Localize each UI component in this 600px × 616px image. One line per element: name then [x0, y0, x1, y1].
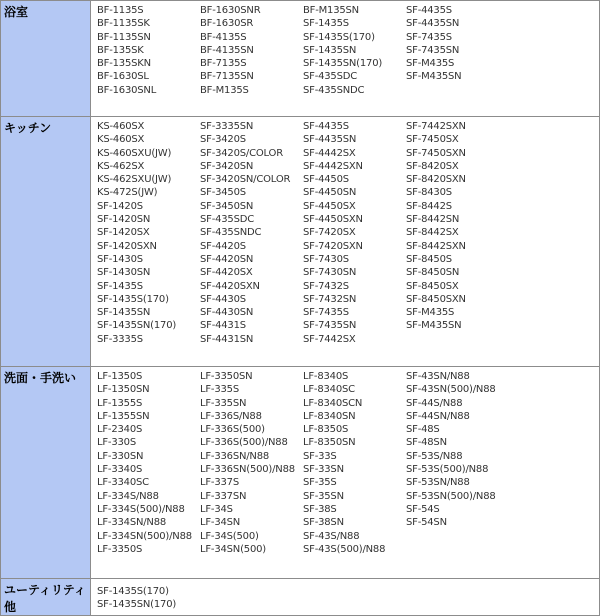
model-column: [406, 370, 509, 556]
model-number: SF-7432S: [303, 280, 349, 292]
model-number: SF-7450SX: [406, 134, 459, 146]
model-number: LF-8340SN: [303, 410, 356, 422]
model-cell: [91, 117, 600, 367]
model-number: SF-7442SX: [303, 333, 356, 345]
model-number: SF-53S(500)/N88: [406, 464, 489, 476]
model-number: LF-1355SN: [97, 410, 150, 422]
model-number: SF-1420SXN: [97, 240, 157, 252]
model-number: SF-3450SN: [200, 200, 254, 212]
model-number: LF-337S: [200, 477, 239, 489]
model-columns: [97, 120, 599, 346]
model-number: SF-8442SX: [406, 227, 459, 239]
model-column: [303, 370, 406, 556]
model-number: LF-34S(500): [200, 530, 259, 542]
model-column: [97, 370, 200, 556]
model-number: SF-7420SX: [303, 227, 356, 239]
model-number: SF-4435SN: [303, 134, 357, 146]
model-number: LF-8340S: [303, 371, 349, 382]
model-number: SF-3450S: [200, 187, 246, 199]
model-number: SF-3420SN/COLOR: [200, 174, 291, 186]
model-number: SF-4450SX: [303, 200, 356, 212]
model-number: SF-4442SX: [303, 147, 356, 159]
model-number: SF-1420S: [97, 200, 143, 212]
model-number: SF-4430S: [200, 293, 246, 305]
model-number: LF-3340SC: [97, 477, 149, 489]
model-number: KS-462SX: [97, 160, 145, 172]
model-number: SF-3420S: [200, 134, 246, 146]
model-number: SF-435SDC: [303, 71, 358, 83]
model-number: SF-M435SN: [406, 320, 462, 332]
model-number: SF-35S: [303, 477, 337, 489]
model-number: BF-7135S: [200, 58, 247, 70]
model-number: SF-7450SXN: [406, 147, 466, 159]
model-number: SF-54S: [406, 503, 440, 515]
model-number: SF-4431S: [200, 320, 246, 332]
model-cell: [91, 367, 600, 579]
model-number: SF-1435S(170): [97, 293, 169, 305]
model-number: SF-54SN: [406, 517, 447, 529]
model-number: SF-4430SN: [200, 307, 254, 319]
model-number: BF-4135S: [200, 31, 247, 43]
model-number: SF-7420SXN: [303, 240, 363, 252]
model-number: SF-1420SN: [97, 214, 151, 226]
model-number: SF-1420SX: [97, 227, 150, 239]
model-number: SF-7430SN: [303, 267, 357, 279]
model-number: SF-43SN/N88: [406, 371, 470, 382]
model-number: LF-8340SCN: [303, 397, 363, 409]
model-number: LF-8340SC: [303, 384, 355, 396]
model-number: KS-460SX: [97, 134, 145, 146]
model-column: [406, 120, 509, 346]
model-number: SF-4420S: [200, 240, 246, 252]
model-number: BF-M135S: [200, 84, 249, 96]
model-number: SF-35SN: [303, 490, 344, 502]
model-number: BF-M135SN: [303, 5, 359, 16]
model-number: SF-3420SN: [200, 160, 254, 172]
model-number: BF-4135SN: [200, 44, 254, 56]
model-number: SF-435SNDC: [303, 84, 365, 96]
model-number: SF-4431SN: [200, 333, 254, 345]
model-number: BF-1135S: [97, 5, 144, 16]
model-number: LF-1355S: [97, 397, 143, 409]
model-number: SF-7435SN: [303, 320, 357, 332]
model-number: SF-4435SN: [406, 18, 460, 30]
model-number: SF-4450SN: [303, 187, 357, 199]
model-number: SF-48S: [406, 424, 440, 436]
model-number: KS-472S(JW): [97, 187, 158, 199]
model-number: BF-135SKN: [97, 58, 151, 70]
model-number: SF-7435SN: [406, 44, 460, 56]
model-number: LF-3350S: [97, 543, 143, 555]
model-number: KS-460SXU(JW): [97, 147, 172, 159]
model-number: SF-1435SN(170): [97, 599, 177, 611]
model-columns: [97, 585, 599, 612]
model-number: BF-1135SK: [97, 18, 150, 30]
model-number: SF-44SN/N88: [406, 410, 470, 422]
model-number: BF-1135SN: [97, 31, 151, 43]
model-number: LF-334S/N88: [97, 490, 159, 502]
model-column: [97, 120, 200, 346]
category-row: [1, 117, 600, 367]
model-column: [97, 4, 200, 97]
model-number: LF-334SN(500)/N88: [97, 530, 192, 542]
model-number: LF-34SN(500): [200, 543, 266, 555]
model-columns: [97, 4, 599, 97]
model-number: SF-8450SN: [406, 267, 460, 279]
model-number: SF-4420SXN: [200, 280, 260, 292]
category-row: [1, 1, 600, 117]
model-number: SF-1435S(170): [303, 31, 375, 43]
model-number: SF-1435S(170): [97, 586, 169, 597]
model-number: LF-8350S: [303, 424, 349, 436]
model-number: BF-1630SNR: [200, 5, 261, 16]
model-number: LF-335SN: [200, 397, 247, 409]
model-number: SF-1430S: [97, 253, 143, 265]
model-number: SF-3335S: [97, 333, 143, 345]
model-number: LF-330SN: [97, 450, 144, 462]
model-number: LF-8350SN: [303, 437, 356, 449]
model-number: LF-336S(500)/N88: [200, 437, 288, 449]
model-number: SF-1435S: [97, 280, 143, 292]
model-number: SF-8420SXN: [406, 174, 466, 186]
model-number: LF-34SN: [200, 517, 241, 529]
model-number: LF-334SN/N88: [97, 517, 167, 529]
model-column: [303, 120, 406, 346]
model-number: SF-4420SX: [200, 267, 253, 279]
model-number: SF-7432SN: [303, 293, 357, 305]
model-number: SF-38S: [303, 503, 337, 515]
model-number: SF-4442SXN: [303, 160, 363, 172]
model-number: LF-336SN/N88: [200, 450, 270, 462]
model-number: LF-3350SN: [200, 371, 253, 382]
model-number: SF-8450SX: [406, 280, 459, 292]
model-number: SF-1435SN: [97, 307, 151, 319]
model-number: LF-335S: [200, 384, 239, 396]
model-number: SF-1435SN(170): [97, 320, 177, 332]
model-number: SF-M435S: [406, 58, 455, 70]
category-label: ユーティリティ他: [1, 579, 91, 616]
model-number: SF-1435S: [303, 18, 349, 30]
model-number: SF-4435S: [303, 121, 349, 132]
model-number: SF-3420S/COLOR: [200, 147, 283, 159]
model-number: LF-1350SN: [97, 384, 150, 396]
model-number: SF-1430SN: [97, 267, 151, 279]
model-column: [200, 370, 303, 556]
category-row: [1, 367, 600, 579]
model-cell: [91, 1, 600, 117]
category-label: 洗面・手洗い: [1, 367, 91, 579]
model-number: SF-43S(500)/N88: [303, 543, 386, 555]
model-number: SF-4420SN: [200, 253, 254, 265]
category-label: 浴室: [1, 1, 91, 117]
model-number: SF-44S/N88: [406, 397, 463, 409]
model-number: SF-43S/N88: [303, 530, 360, 542]
category-label: キッチン: [1, 117, 91, 367]
model-number: BF-7135SN: [200, 71, 254, 83]
model-number: LF-330S: [97, 437, 136, 449]
model-column: [97, 585, 200, 612]
model-number: SF-38SN: [303, 517, 344, 529]
model-number: SF-M435SN: [406, 71, 462, 83]
model-number: SF-53SN/N88: [406, 477, 470, 489]
model-number: SF-8442SN: [406, 214, 460, 226]
model-number: LF-3340S: [97, 464, 143, 476]
model-number: SF-1435SN: [303, 44, 357, 56]
model-number: SF-435SNDC: [200, 227, 262, 239]
model-number: SF-8420SX: [406, 160, 459, 172]
model-number: SF-43SN(500)/N88: [406, 384, 496, 396]
model-number: SF-8430S: [406, 187, 452, 199]
model-number: SF-8450SXN: [406, 293, 466, 305]
model-number: SF-8450S: [406, 253, 452, 265]
model-number: KS-462SXU(JW): [97, 174, 172, 186]
model-number: SF-1435SN(170): [303, 58, 383, 70]
model-number: SF-33SN: [303, 464, 344, 476]
model-number: SF-4435S: [406, 5, 452, 16]
model-number: LF-337SN: [200, 490, 247, 502]
model-number: SF-7430S: [303, 253, 349, 265]
model-number: BF-1630SNL: [97, 84, 157, 96]
model-number: LF-1350S: [97, 371, 143, 382]
model-number: LF-334S(500)/N88: [97, 503, 185, 515]
model-number: SF-7442SXN: [406, 121, 466, 132]
model-number: SF-3335SN: [200, 121, 254, 132]
category-row: [1, 579, 600, 616]
model-column: [200, 4, 303, 97]
model-number: LF-336SN(500)/N88: [200, 464, 295, 476]
model-column: [200, 120, 303, 346]
model-number: SF-435SDC: [200, 214, 255, 226]
model-number: BF-135SK: [97, 44, 144, 56]
model-number: SF-53SN(500)/N88: [406, 490, 496, 502]
model-number: SF-4450S: [303, 174, 349, 186]
model-column: [406, 4, 509, 97]
model-number: LF-336S/N88: [200, 410, 262, 422]
model-number: SF-7435S: [303, 307, 349, 319]
model-number: LF-336S(500): [200, 424, 265, 436]
model-number: KS-460SX: [97, 121, 145, 132]
model-number: SF-8442S: [406, 200, 452, 212]
model-number: SF-48SN: [406, 437, 447, 449]
model-number: SF-M435S: [406, 307, 455, 319]
model-number: SF-8442SXN: [406, 240, 466, 252]
model-number: SF-4450SXN: [303, 214, 363, 226]
model-number: SF-7435S: [406, 31, 452, 43]
model-column: [303, 4, 406, 97]
model-columns: [97, 370, 599, 556]
model-number: BF-1630SL: [97, 71, 149, 83]
model-number: LF-2340S: [97, 424, 143, 436]
model-number: SF-53S/N88: [406, 450, 463, 462]
model-number: BF-1630SR: [200, 18, 254, 30]
model-number: LF-34S: [200, 503, 233, 515]
model-number: SF-33S: [303, 450, 337, 462]
model-cell: [91, 579, 600, 616]
